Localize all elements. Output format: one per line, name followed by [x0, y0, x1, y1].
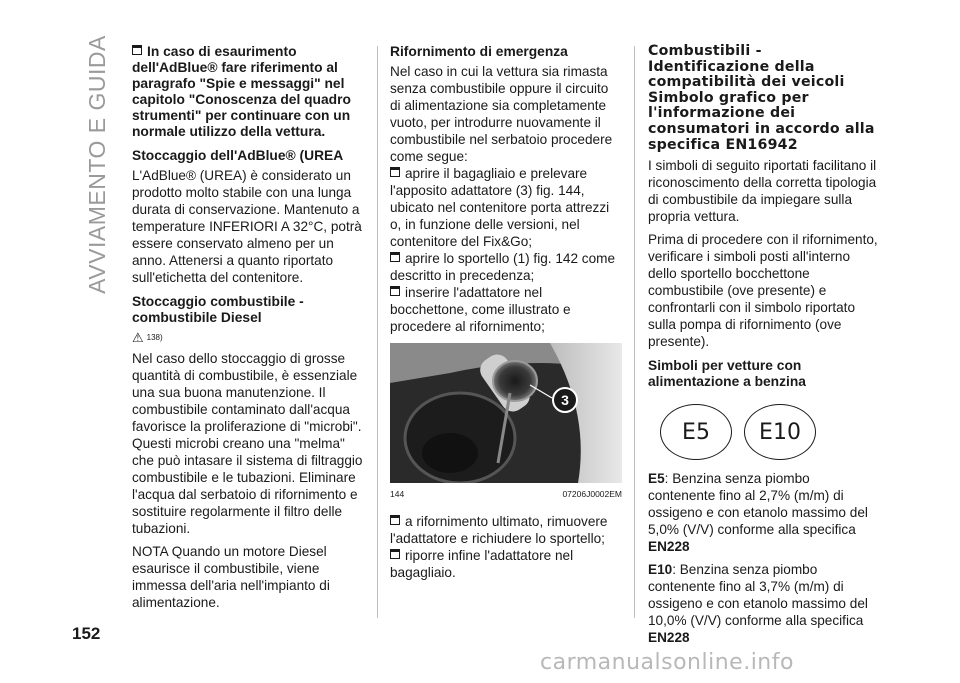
heading-storage-fuel: Stoccaggio combustibile - combustibile Diesel: [132, 294, 304, 325]
paragraph-adblue: L'AdBlue® (UREA) è considerato un prodotto molto stabile con una lunga durata di conservazione. Mantenuto a temperature INFERIORI A 32°C, potrà essere conservato almeno per un anno. Attenersi a quanto riportato sull'etichetta del contenitore.: [132, 168, 362, 285]
paragraph-e5: E5: Benzina senza piombo contenente fino al 2,7% (m/m) di ossigeno e con etanolo massimo del 5,0% (V/V) conforme alla specifica EN228: [648, 471, 868, 555]
paragraph-fuel-storage: Nel caso dello stoccaggio di grosse quantità di combustibile, è essenziale una sua buona manutenzione. Il combustibile contaminato dall'acqua favorisce la proliferazione di "microbi". Questi microbi creano una "melma" che può intasare il sistema di filtraggio combustibile e le tubazioni. Eliminare l'acqua dal serbatoio di rifornimento e sostituire regolarmente il filtro delle tubazioni.: [132, 351, 363, 536]
figure-fuel-adapter-photo: [390, 343, 622, 483]
paragraph-refuel-intro: Nel caso in cui la vettura sia rimasta senza combustibile oppure il circuito di alimentazione sia completamente vuoto, per introdurre nuovamente il combustibile nel serbatoio procedere come segue:: [390, 64, 613, 164]
list-item: inserire l'adattatore nel bocchettone, come illustrato e procedere al rifornimento;: [390, 285, 571, 334]
watermark: carmanualsonline.info: [540, 650, 794, 675]
column-2: [390, 44, 622, 581]
column-divider: [377, 46, 378, 618]
paragraph-e10: E10: Benzina senza piombo contenente fino al 3,7% (m/m) di ossigeno e con etanolo massimo del 10,0% (V/V) conforme alla specifica EN228: [648, 562, 868, 646]
bullet-icon: [132, 45, 142, 55]
bullet-icon: [390, 515, 400, 525]
heading-petrol-symbols: Simboli per vetture con alimentazione a benzina: [648, 358, 806, 390]
bullet-icon: [390, 286, 400, 296]
fuel-adapter-illustration: [390, 343, 622, 483]
list-item: a rifornimento ultimato, rimuovere l'adattatore e richiudere lo sportello;: [390, 514, 608, 546]
bullet-icon: [390, 167, 400, 177]
figure-callout-3: 3: [552, 387, 578, 413]
fuel-symbol-badges: [660, 404, 880, 460]
list-item: riporre infine l'adattatore nel bagagliaio.: [390, 548, 574, 580]
heading-emergency-refuel: Rifornimento di emergenza: [390, 44, 568, 59]
heading-storage-adblue: Stoccaggio dell'AdBlue® (UREA: [132, 148, 344, 163]
figure-number: 144: [390, 489, 405, 499]
bullet-icon: [390, 549, 400, 559]
warning-triangle-icon: ⚠: [132, 329, 144, 345]
bullet-icon: [390, 252, 400, 262]
e5-badge-icon: E5: [660, 404, 732, 460]
column-divider: [634, 46, 635, 618]
page-number: 152: [72, 624, 101, 643]
column-1: [132, 44, 364, 617]
paragraph-symbols-intro: I simboli di seguito riportati facilitano il riconoscimento della corretta tipologia di combustibile da impiegare sulla propria vettura.: [648, 158, 877, 225]
column-3: [648, 44, 880, 652]
list-item: aprire lo sportello (1) fig. 142 come descritto in precedenza;: [390, 251, 616, 283]
warning-reference: ⚠ 138): [132, 329, 163, 345]
paragraph-diesel-note: NOTA Quando un motore Diesel esaurisce il combustibile, viene immessa dell'aria nell'impianto di alimentazione.: [132, 544, 330, 610]
chapter-side-title: AVVIAMENTO E GUIDA: [83, 34, 110, 294]
figure-code: 07206J0002EM: [562, 489, 622, 499]
list-item: aprire il bagagliaio e prelevare l'apposito adattatore (3) fig. 144, ubicato nel contenitore porta attrezzi o, in funzione delle versioni, nel contenitore del Fix&Go;: [390, 166, 610, 249]
paragraph-verify-symbols: Prima di procedere con il rifornimento, verificare i simboli posti all'interno dello sportello bocchettone combustibile (ove presente) e confrontarli con il simbolo riportato sulla pompa di rifornimento (ove presente).: [648, 232, 878, 350]
e10-badge-icon: E10: [744, 404, 816, 460]
heading-fuel-identification: Combustibili - Identificazione della compatibilità dei veicoli Simbolo grafico per l'informazione dei consumatori in accordo alla specifica EN16942: [648, 43, 875, 153]
figure-caption: [390, 486, 622, 503]
adblue-notice: In caso di esaurimento dell'AdBlue® fare riferimento al paragrafo "Spie e messaggi" nel capitolo "Conoscenza del quadro strumenti" per continuare con un normale utilizzo della vettura.: [132, 44, 351, 139]
